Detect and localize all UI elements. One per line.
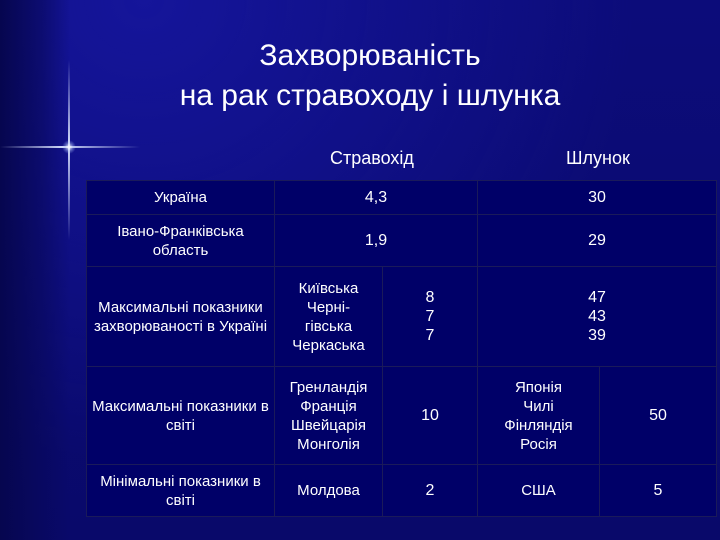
header-esophagus: Стравохід xyxy=(330,148,414,168)
esophagus-value: 10 xyxy=(383,367,478,465)
table-row xyxy=(87,181,717,215)
place-name: Росія xyxy=(520,435,557,453)
table-row xyxy=(87,267,717,367)
place-name: Черні- xyxy=(306,298,351,316)
row-label: Івано-Франківська область xyxy=(87,215,275,267)
esophagus-places xyxy=(275,367,383,465)
incidence-table xyxy=(86,180,717,517)
stomach-places xyxy=(478,367,600,465)
place-name: Японія xyxy=(514,378,563,396)
stomach-place: США xyxy=(478,465,600,517)
sparkle-icon xyxy=(62,140,76,154)
esophagus-value: 1,9 xyxy=(275,215,478,267)
title-line-2: на рак стравоходу і шлунка xyxy=(179,79,561,112)
value: 47 xyxy=(588,289,606,306)
esophagus-places xyxy=(275,267,383,367)
row-label: Україна xyxy=(87,181,275,215)
value: 7 xyxy=(425,308,435,325)
row-label: Мінімальні показники в світі xyxy=(87,465,275,517)
slide-title xyxy=(0,36,720,116)
table-row xyxy=(87,215,717,267)
esophagus-place: Молдова xyxy=(275,465,383,517)
stomach-value: 30 xyxy=(478,181,717,215)
header-stomach: Шлунок xyxy=(566,148,630,168)
place-name: Монголія xyxy=(297,435,360,453)
place-name: Швейцарія xyxy=(291,416,366,434)
place-name: Гренландія xyxy=(289,378,368,396)
place-name: Франція xyxy=(300,397,357,415)
place-name: Київська xyxy=(298,279,359,297)
stomach-value: 5 xyxy=(600,465,717,517)
stomach-value: 29 xyxy=(478,215,717,267)
value: 8 xyxy=(425,289,435,306)
place-name: Черкаська xyxy=(292,336,365,354)
table-row xyxy=(87,367,717,465)
place-name: гівська xyxy=(304,317,353,335)
esophagus-value: 4,3 xyxy=(275,181,478,215)
value: 7 xyxy=(425,327,435,344)
value: 39 xyxy=(588,327,606,344)
value: 43 xyxy=(588,308,606,325)
esophagus-value: 2 xyxy=(383,465,478,517)
row-label: Максимальні показники захворюваності в Україні xyxy=(87,267,275,367)
esophagus-values xyxy=(383,267,478,367)
place-name: Фінляндія xyxy=(504,416,573,434)
place-name: Чилі xyxy=(523,397,554,415)
row-label: Максимальні показники в світі xyxy=(87,367,275,465)
table-row xyxy=(87,465,717,517)
stomach-value: 50 xyxy=(600,367,717,465)
stomach-values xyxy=(478,267,717,367)
title-line-1: Захворюваність xyxy=(259,39,481,72)
